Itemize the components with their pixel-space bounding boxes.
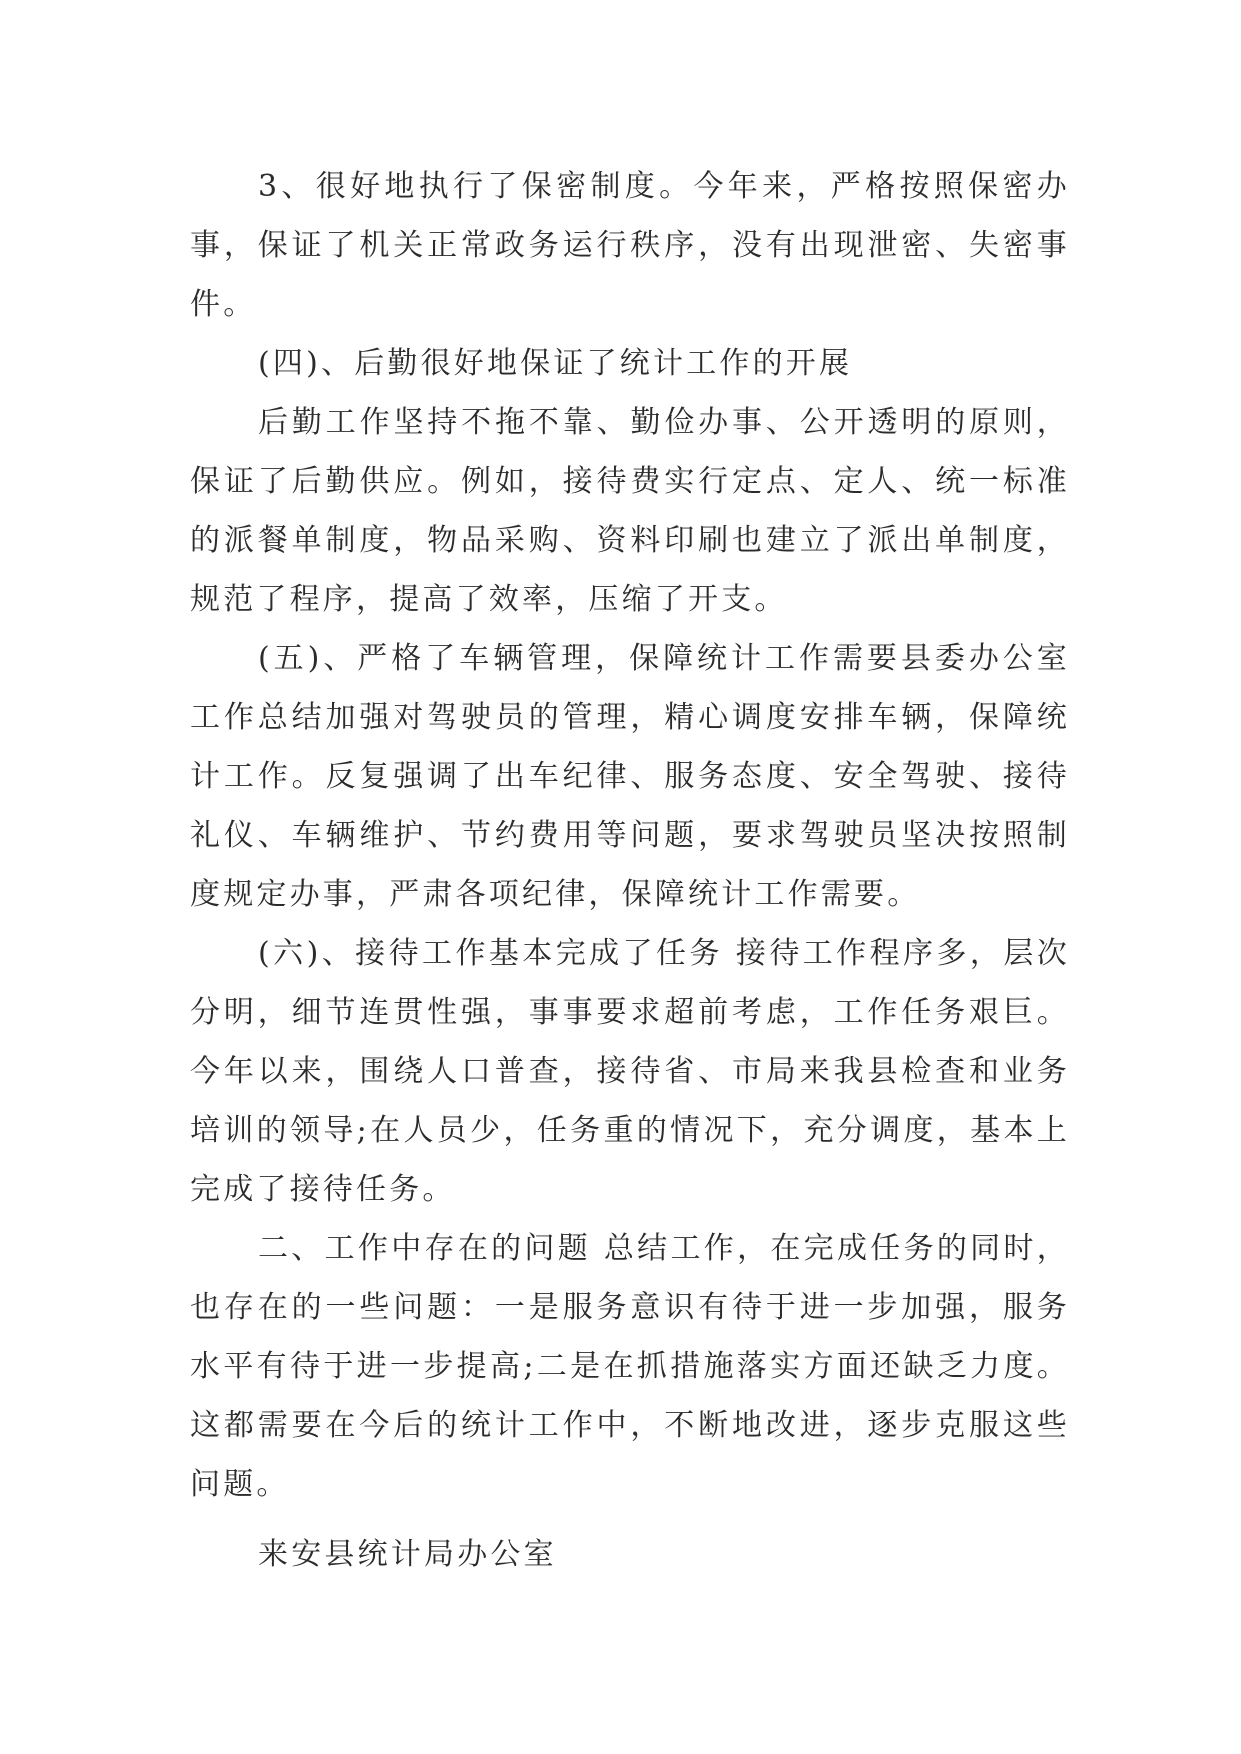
paragraph-vehicle-management: (五)、严格了车辆管理，保障统计工作需要县委办公室工作总结加强对驾驶员的管理，精心调度安排车辆，保障统计工作。反复强调了出车纪律、服务态度、安全驾驶、接待礼仪、车辆维护、节约费用等问题，要求驾驶员坚决按照制度规定办事，严肃各项纪律，保障统计工作需要。 <box>190 641 1070 912</box>
paragraph-reception-work: (六)、接待工作基本完成了任务 接待工作程序多，层次分明，细节连贯性强，事事要求超前考虑，工作任务艰巨。今年以来，围绕人口普查，接待省、市局来我县检查和业务培训的领导;在人员少，任务重的情况下，充分调度，基本上完成了接待任务。 <box>190 936 1070 1207</box>
document-body <box>190 157 1070 1584</box>
section-heading-logistics: (四)、后勤很好地保证了统计工作的开展 <box>258 346 853 381</box>
paragraph-existing-problems: 二、工作中存在的问题 总结工作，在完成任务的同时，也存在的一些问题：一是服务意识有待于进一步加强，服务水平有待于进一步提高;二是在抓措施落实方面还缺乏力度。这都需要在今后的统计工作中，不断地改进，逐步克服这些问题。 <box>190 1231 1070 1502</box>
signature-office: 来安县统计局办公室 <box>258 1537 557 1572</box>
paragraph-confidentiality: 3、很好地执行了保密制度。今年来，严格按照保密办事，保证了机关正常政务运行秩序，没有出现泄密、失密事件。 <box>190 169 1070 322</box>
paragraph-logistics: 后勤工作坚持不拖不靠、勤俭办事、公开透明的原则，保证了后勤供应。例如，接待费实行定点、定人、统一标准的派餐单制度，物品采购、资料印刷也建立了派出单制度，规范了程序，提高了效率，压缩了开支。 <box>190 405 1070 617</box>
